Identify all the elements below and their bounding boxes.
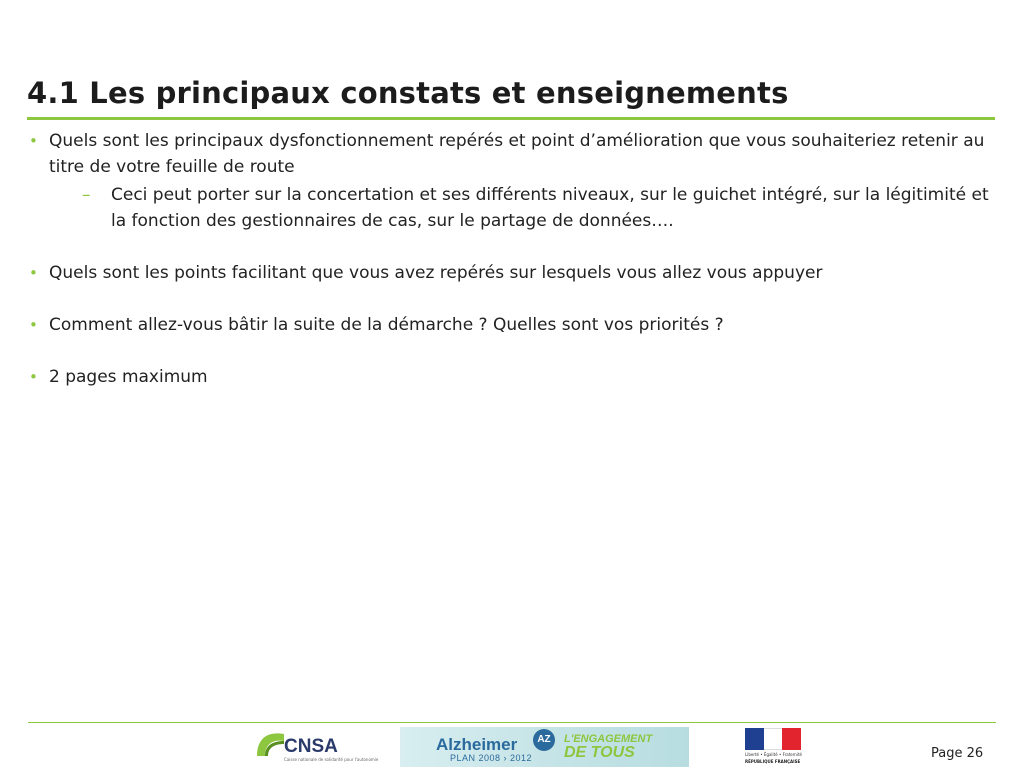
dash-icon: – xyxy=(82,185,91,205)
engagement-line: L'ENGAGEMENT xyxy=(564,733,653,745)
republique-name: RÉPUBLIQUE FRANÇAISE xyxy=(745,759,801,764)
cnsa-name: CNSA xyxy=(284,736,338,757)
alzheimer-plan-logo xyxy=(400,727,689,767)
engagement-slogan xyxy=(564,733,652,759)
tous-line: DE TOUS xyxy=(564,744,635,761)
bullet-item xyxy=(28,364,1003,390)
sub-bullet-item xyxy=(28,182,1003,234)
slide-body xyxy=(28,128,1003,390)
bullet-text: Quels sont les points facilitant que vous avez repérés sur lesquels vous allez vous appuyer xyxy=(49,263,823,283)
bullet-text: Quels sont les principaux dysfonctionnement repérés et point d’amélioration que vous souhaiteriez retenir au titre de votre feuille de route xyxy=(49,131,985,177)
bullet-icon: • xyxy=(29,264,38,282)
az-badge-icon: AZ xyxy=(533,729,555,751)
sub-bullet-text: Ceci peut porter sur la concertation et ses différents niveaux, sur le guichet intégré, sur la légitimité et la fonction des gestionnaires de cas, sur le partage de données…. xyxy=(111,185,989,231)
republique-francaise-logo xyxy=(742,727,804,767)
french-flag-icon xyxy=(745,728,801,750)
footer-divider xyxy=(28,722,996,723)
cnsa-tagline: Caisse nationale de solidarité pour l'autonomie xyxy=(284,757,379,762)
bullet-item xyxy=(28,312,1003,338)
alzheimer-word: Alzheimer xyxy=(436,735,518,754)
cnsa-logo xyxy=(254,726,379,766)
slide-title: 4.1 Les principaux constats et enseignements xyxy=(27,76,789,110)
alzheimer-plan-years: PLAN 2008 › 2012 xyxy=(450,753,533,763)
republique-motto: Liberté • Égalité • Fraternité xyxy=(745,752,802,757)
bullet-icon: • xyxy=(29,316,38,334)
bullet-text: 2 pages maximum xyxy=(49,367,208,387)
bullet-item xyxy=(28,260,1003,286)
bullet-item xyxy=(28,128,1003,180)
bullet-text: Comment allez-vous bâtir la suite de la démarche ? Quelles sont vos priorités ? xyxy=(49,315,724,335)
bullet-icon: • xyxy=(29,132,38,150)
bullet-icon: • xyxy=(29,368,38,386)
page-number: Page 26 xyxy=(931,746,984,761)
cnsa-arch-icon xyxy=(254,728,288,758)
title-divider xyxy=(27,117,995,120)
